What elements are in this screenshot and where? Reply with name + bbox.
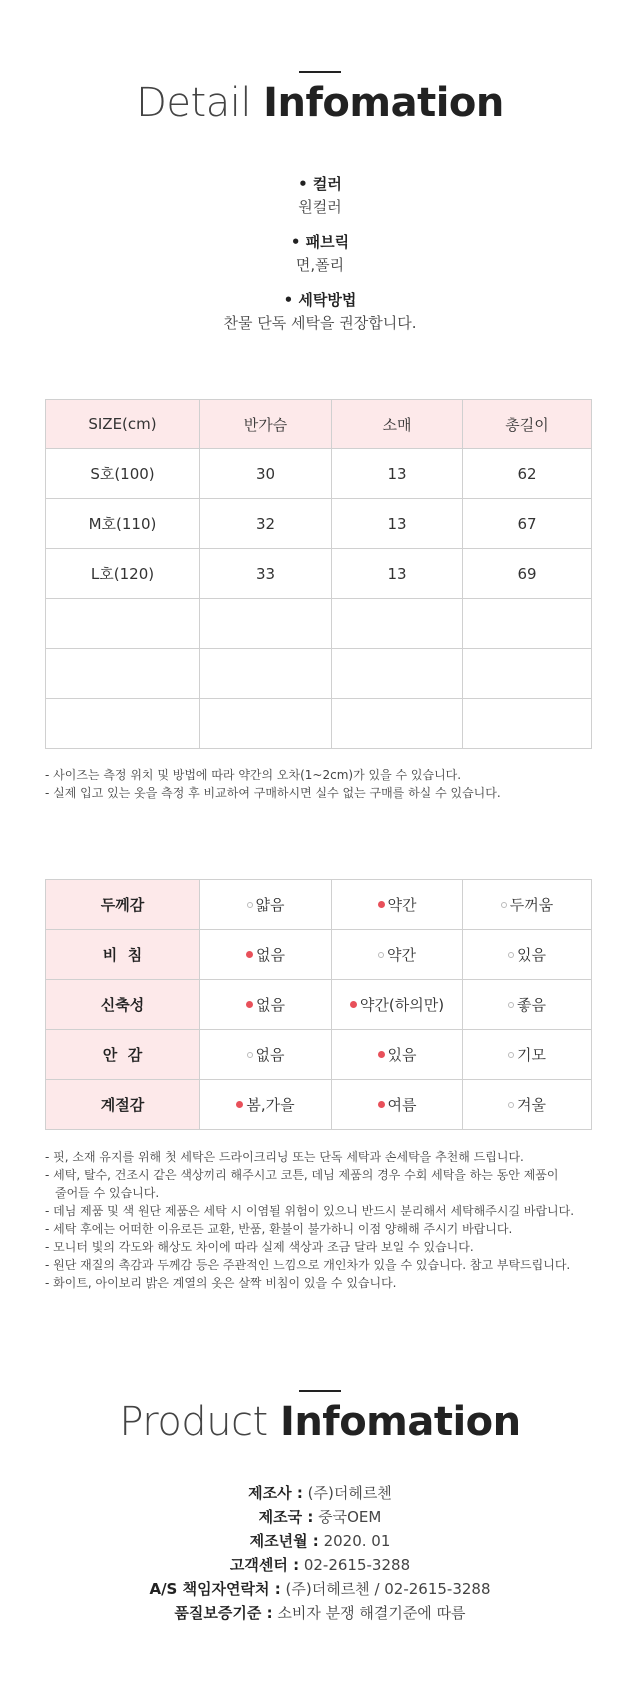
size-header-cell: SIZE(cm) <box>46 400 200 449</box>
spec-color <box>0 173 640 219</box>
product-info-row <box>0 1577 640 1601</box>
radio-dot-icon <box>350 1001 357 1008</box>
feel-option <box>332 930 463 980</box>
section-divider-bar <box>299 1390 341 1392</box>
size-cell: M호(110) <box>46 499 200 549</box>
feel-option-label: 있음 <box>517 946 546 964</box>
size-cell <box>463 599 592 649</box>
feel-option <box>463 1030 592 1080</box>
spec-wash <box>0 289 640 335</box>
size-table <box>45 399 592 749</box>
spec-label: • 패브릭 <box>290 233 350 251</box>
table-row <box>46 599 592 649</box>
feel-option-label: 여름 <box>387 1096 417 1114</box>
size-notes <box>45 766 595 802</box>
spec-value: 찬물 단독 세탁을 권장합니다. <box>223 314 417 332</box>
spec-label: • 세탁방법 <box>283 291 357 309</box>
size-cell: 13 <box>332 449 463 499</box>
product-title-bold: Infomation <box>279 1399 521 1445</box>
size-cell: 13 <box>332 549 463 599</box>
care-note: - 세탁 후에는 어떠한 이유로든 교환, 반품, 환불이 불가하니 이점 양해해 주시기 바랍니다. <box>45 1222 513 1236</box>
radio-dot-icon <box>378 1101 385 1108</box>
radio-dot-icon <box>246 1001 253 1008</box>
size-table-header-row <box>46 400 592 449</box>
product-info-label: 제조년월 : <box>249 1532 319 1550</box>
table-row <box>46 1080 592 1130</box>
product-info-row <box>0 1529 640 1553</box>
size-cell: 33 <box>200 549 332 599</box>
table-row <box>46 980 592 1030</box>
feel-option-label: 두꺼움 <box>509 896 554 914</box>
spec-value: 원컬러 <box>298 198 342 216</box>
size-cell <box>46 599 200 649</box>
product-title <box>0 1399 640 1445</box>
product-info-value: 02-2615-3288 <box>299 1556 411 1574</box>
table-row <box>46 549 592 599</box>
care-note: - 원단 재질의 촉감과 두께감 등은 주관적인 느낌으로 개인차가 있을 수 있습니다. 참고 부탁드립니다. <box>45 1258 571 1272</box>
product-info-label: A/S 책임자연락처 : <box>149 1580 281 1598</box>
size-cell: 69 <box>463 549 592 599</box>
size-cell <box>46 649 200 699</box>
care-note: - 핏, 소재 유지를 위해 첫 세탁은 드라이크리닝 또는 단독 세탁과 손세탁을 추천해 드립니다. <box>45 1150 524 1164</box>
product-info-row <box>0 1505 640 1529</box>
product-info-row <box>0 1601 640 1625</box>
radio-dot-icon <box>378 952 384 958</box>
radio-dot-icon <box>378 1051 385 1058</box>
care-notes <box>45 1148 595 1292</box>
size-cell <box>332 649 463 699</box>
size-cell <box>463 649 592 699</box>
feel-option <box>200 1080 332 1130</box>
feel-option-label: 약간 <box>387 946 416 964</box>
feel-option <box>463 930 592 980</box>
feel-option <box>200 980 332 1030</box>
size-cell <box>200 649 332 699</box>
radio-dot-icon <box>508 1002 514 1008</box>
detail-title <box>0 80 640 126</box>
feel-option-label: 약간 <box>387 896 417 914</box>
feel-option <box>200 1030 332 1080</box>
size-cell: 67 <box>463 499 592 549</box>
size-header-cell: 반가슴 <box>200 400 332 449</box>
size-header-cell: 소매 <box>332 400 463 449</box>
radio-dot-icon <box>508 1102 514 1108</box>
size-cell <box>46 699 200 749</box>
size-cell: 62 <box>463 449 592 499</box>
size-cell <box>463 699 592 749</box>
feel-option-label: 좋음 <box>517 996 546 1014</box>
care-note: - 세탁, 탈수, 건조시 같은 색상끼리 해주시고 코튼, 데님 제품의 경우 수회 세탁을 하는 동안 제품이 <box>45 1168 559 1182</box>
care-note: - 모니터 빛의 각도와 해상도 차이에 따라 실제 색상과 조금 달라 보일 수 있습니다. <box>45 1240 474 1254</box>
care-note: 줄어들 수 있습니다. <box>55 1186 160 1200</box>
feel-option <box>332 980 463 1030</box>
product-info-label: 품질보증기준 : <box>174 1604 273 1622</box>
feel-head: 안 감 <box>46 1030 200 1080</box>
spec-value: 면,폴리 <box>295 256 345 274</box>
product-info-label: 제조국 : <box>258 1508 314 1526</box>
feel-option-label: 약간(하의만) <box>359 996 445 1014</box>
detail-title-bold: Infomation <box>263 80 504 126</box>
radio-dot-icon <box>501 902 507 908</box>
size-cell <box>332 599 463 649</box>
feel-option <box>200 880 332 930</box>
detail-title-light: Detail <box>136 80 251 126</box>
product-info-value: (주)더헤르첸 <box>302 1484 392 1502</box>
size-cell <box>200 599 332 649</box>
feel-option <box>463 880 592 930</box>
feel-option-label: 없음 <box>256 996 285 1014</box>
feel-option <box>463 1080 592 1130</box>
size-cell: S호(100) <box>46 449 200 499</box>
feel-option <box>332 880 463 930</box>
feel-option-label: 봄,가을 <box>246 1096 295 1114</box>
size-cell <box>200 699 332 749</box>
feel-option <box>332 1080 463 1130</box>
size-cell: 32 <box>200 499 332 549</box>
feel-option-label: 기모 <box>517 1046 546 1064</box>
feel-option-label: 겨울 <box>517 1096 546 1114</box>
size-cell: 13 <box>332 499 463 549</box>
size-note: - 사이즈는 측정 위치 및 방법에 따라 약간의 오차(1~2cm)가 있을 수 있습니다. <box>45 768 462 782</box>
spec-label: • 컬러 <box>298 175 342 193</box>
size-cell <box>332 699 463 749</box>
feel-option-label: 있음 <box>387 1046 417 1064</box>
table-row <box>46 499 592 549</box>
product-info-row <box>0 1481 640 1505</box>
feel-option <box>200 930 332 980</box>
feel-option-label: 없음 <box>255 1046 285 1064</box>
product-info-label: 고객센터 : <box>229 1556 300 1574</box>
product-title-light: Product <box>119 1399 268 1445</box>
radio-dot-icon <box>508 952 514 958</box>
section-divider-bar <box>299 71 341 73</box>
feel-table <box>45 879 592 1130</box>
table-row <box>46 449 592 499</box>
feel-head: 계절감 <box>46 1080 200 1130</box>
feel-option <box>463 980 592 1030</box>
feel-option-label: 얇음 <box>255 896 285 914</box>
care-note: - 화이트, 아이보리 밝은 계열의 옷은 살짝 비침이 있을 수 있습니다. <box>45 1276 397 1290</box>
table-row <box>46 699 592 749</box>
product-info <box>0 1481 640 1625</box>
size-header-cell: 총길이 <box>463 400 592 449</box>
table-row <box>46 1030 592 1080</box>
size-cell: L호(120) <box>46 549 200 599</box>
product-info-label: 제조사 : <box>248 1484 303 1502</box>
product-info-value: 2020. 01 <box>318 1532 391 1550</box>
table-row <box>46 930 592 980</box>
product-info-value: 중국OEM <box>313 1508 382 1526</box>
table-row <box>46 649 592 699</box>
radio-dot-icon <box>378 901 385 908</box>
feel-head: 두께감 <box>46 880 200 930</box>
feel-option <box>332 1030 463 1080</box>
feel-head: 비 침 <box>46 930 200 980</box>
radio-dot-icon <box>247 1052 253 1058</box>
radio-dot-icon <box>247 902 253 908</box>
spec-fabric <box>0 231 640 277</box>
feel-option-label: 없음 <box>256 946 285 964</box>
table-row <box>46 880 592 930</box>
feel-head: 신축성 <box>46 980 200 1030</box>
size-cell: 30 <box>200 449 332 499</box>
product-info-value: (주)더헤르첸 / 02-2615-3288 <box>280 1580 491 1598</box>
radio-dot-icon <box>246 951 253 958</box>
radio-dot-icon <box>236 1101 243 1108</box>
care-note: - 데님 제품 및 색 원단 제품은 세탁 시 이염될 위험이 있으니 반드시 분리해서 세탁해주시길 바랍니다. <box>45 1204 575 1218</box>
product-info-row <box>0 1553 640 1577</box>
product-info-value: 소비자 분쟁 해결기준에 따름 <box>272 1604 466 1622</box>
radio-dot-icon <box>508 1052 514 1058</box>
size-note: - 실제 입고 있는 옷을 측정 후 비교하여 구매하시면 실수 없는 구매를 하실 수 있습니다. <box>45 786 501 800</box>
